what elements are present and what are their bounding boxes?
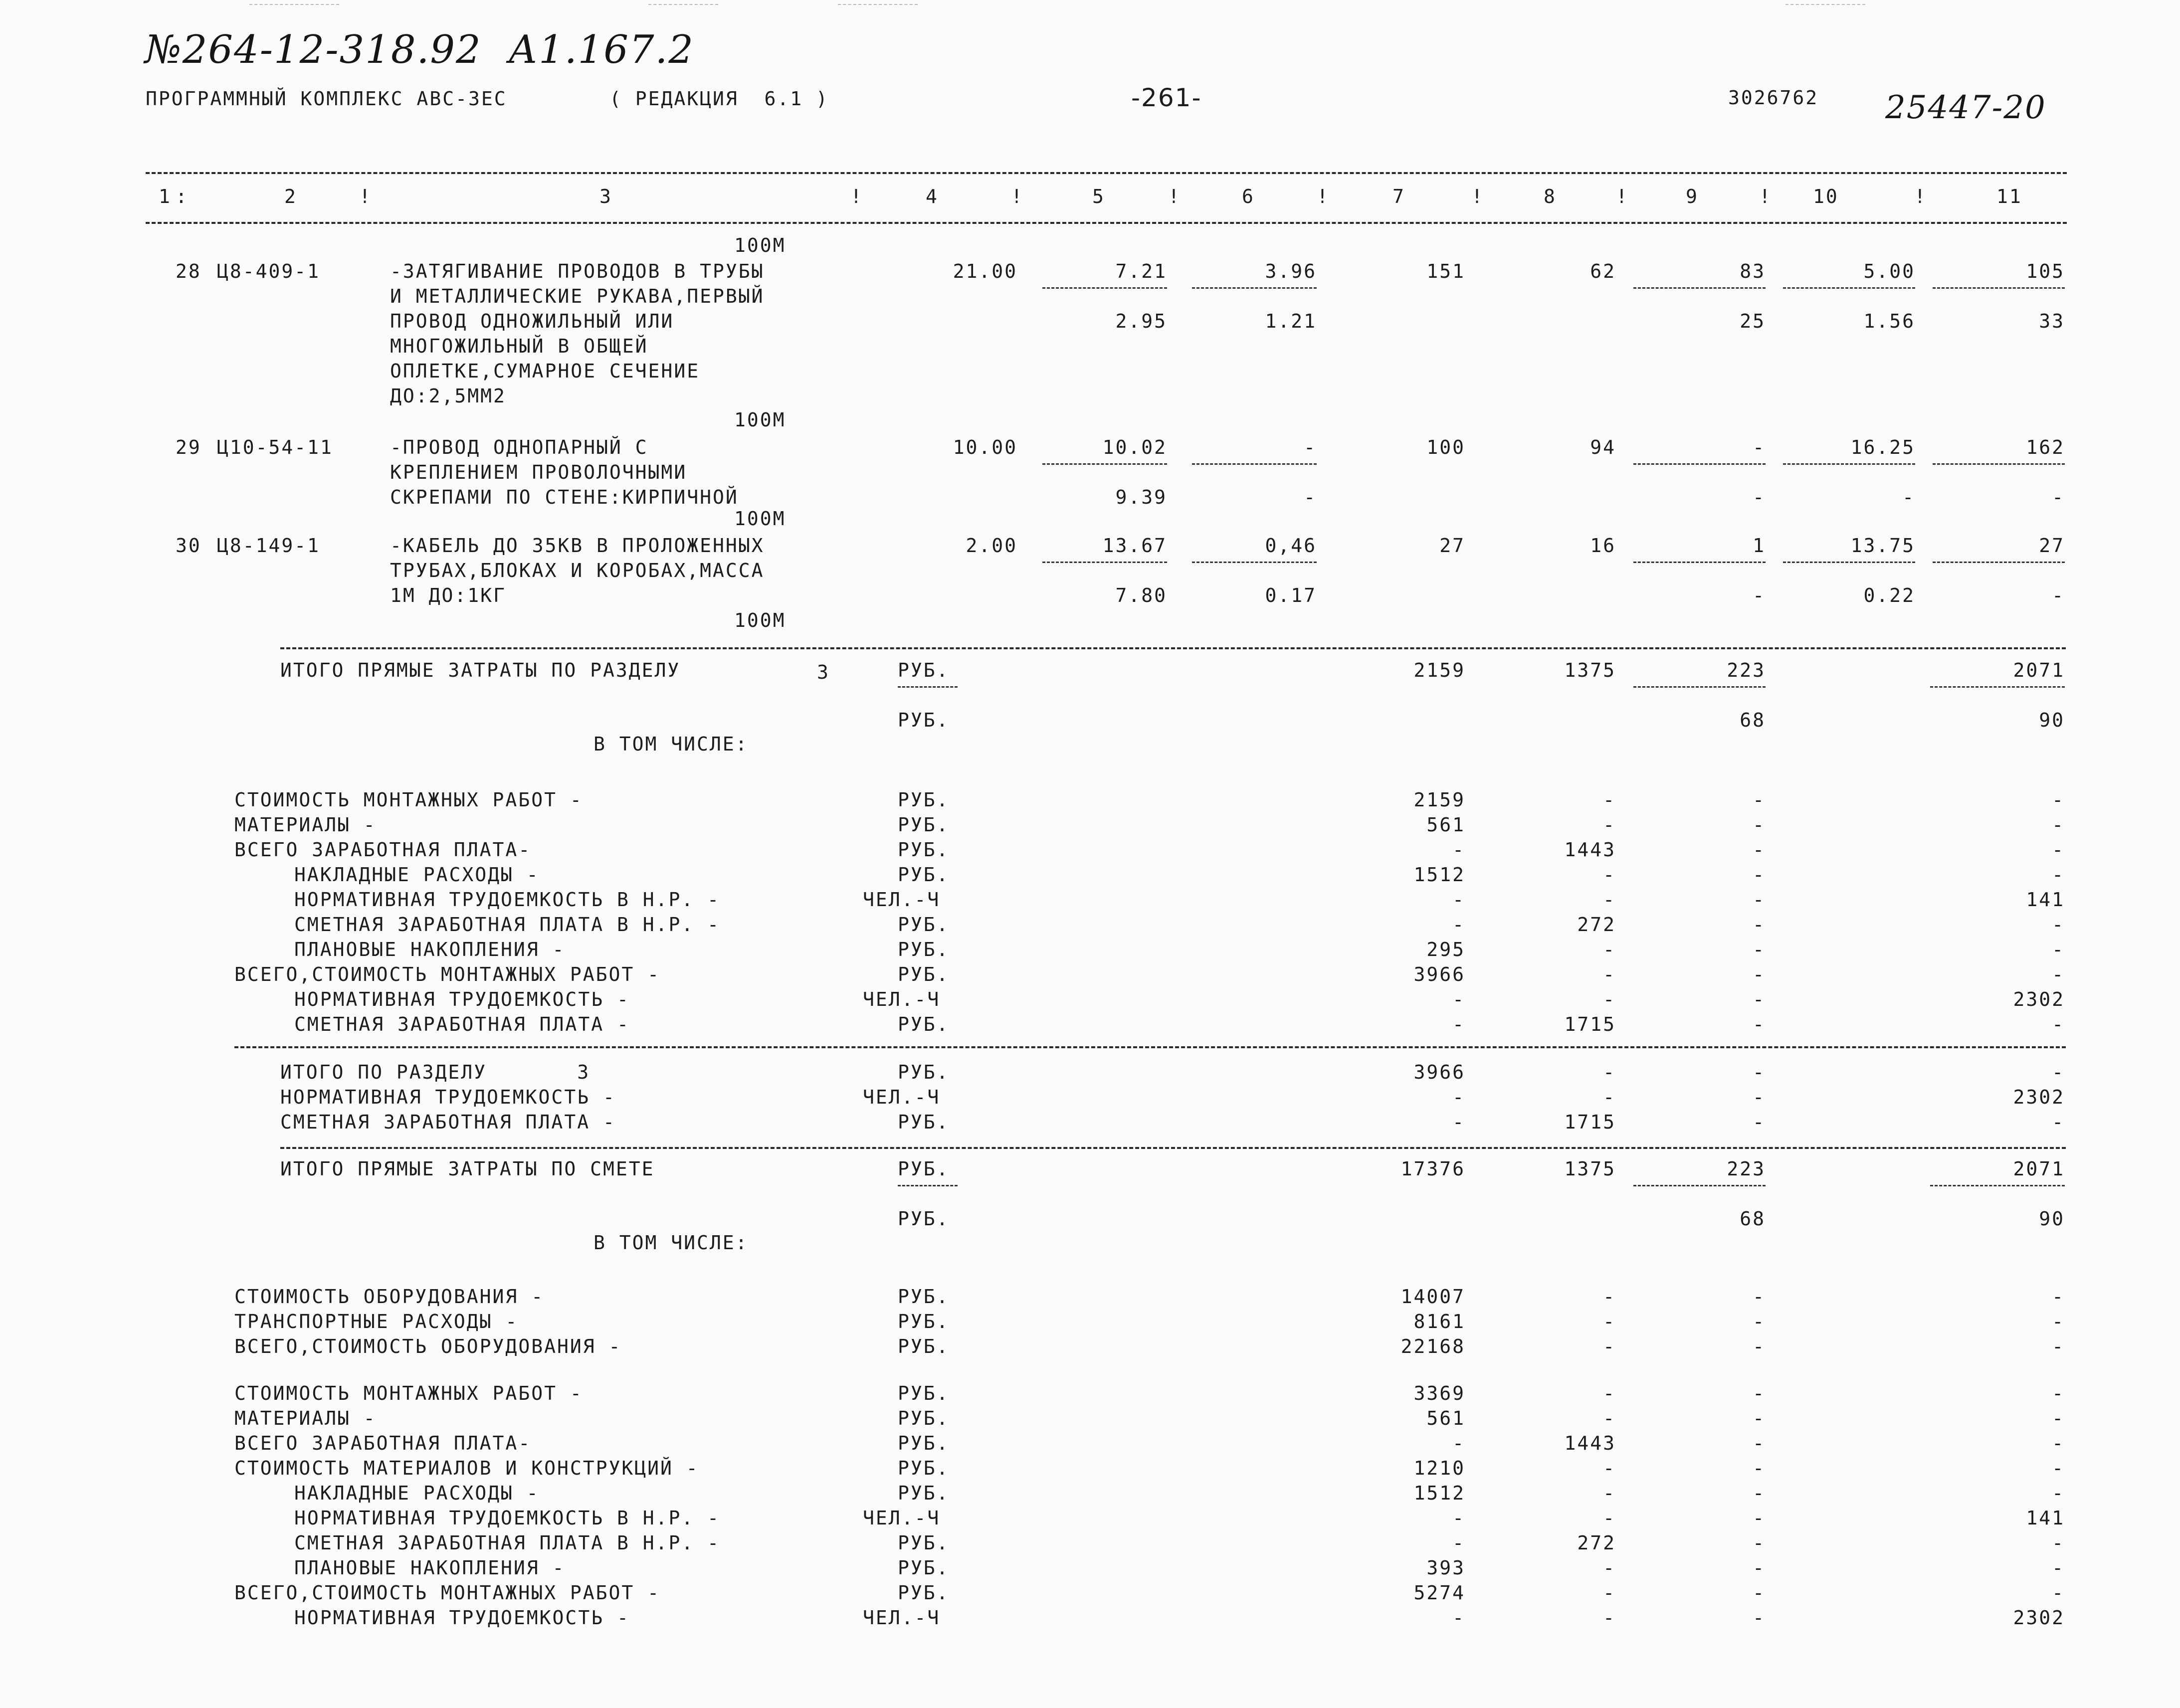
item-c7: 393 xyxy=(1426,1557,1465,1579)
item-c11: - xyxy=(2052,789,2065,811)
item-c11: 141 xyxy=(2026,1507,2065,1529)
item-label: ТРАНСПОРТНЫЕ РАСХОДЫ - xyxy=(234,1311,519,1332)
handwritten-reference: №264-12-318.92 А1.167.2 xyxy=(145,27,694,72)
item-c8: - xyxy=(1603,1335,1616,1357)
total-c11: 2071 xyxy=(2013,659,2065,681)
cell-c10b: 1.56 xyxy=(1863,310,1915,332)
item-unit: РУБ. xyxy=(898,1311,950,1332)
item-c7: 1210 xyxy=(1413,1457,1465,1479)
summary-c8: - xyxy=(1603,1086,1616,1108)
item-unit: РУБ. xyxy=(898,839,950,861)
cell-c6: - xyxy=(1304,436,1317,458)
cell-c9b: - xyxy=(1753,486,1766,508)
row-description-line: СКРЕПАМИ ПО СТЕНЕ:КИРПИЧНОЙ xyxy=(390,486,739,508)
item-unit: РУБ. xyxy=(898,963,950,985)
summary-label: СМЕТНАЯ ЗАРАБОТНАЯ ПЛАТА - xyxy=(280,1111,616,1133)
cell-c7: 151 xyxy=(1426,260,1465,282)
item-unit: ЧЕЛ.-Ч xyxy=(863,1607,941,1629)
cell-separator xyxy=(1930,1185,2065,1186)
column-header-15: ! xyxy=(1616,186,1629,207)
item-c8: 272 xyxy=(1577,1532,1616,1554)
summary-c11: - xyxy=(2052,1111,2065,1133)
item-c8: - xyxy=(1603,963,1616,985)
row-description-line: ДО:2,5ММ2 xyxy=(390,385,506,407)
total-c7: 2159 xyxy=(1413,659,1465,681)
item-label: МАТЕРИАЛЫ - xyxy=(234,814,377,836)
summary-c8: - xyxy=(1603,1061,1616,1083)
item-unit: РУБ. xyxy=(898,1582,950,1604)
cell-separator xyxy=(1930,686,2065,688)
item-c11: - xyxy=(2052,1457,2065,1479)
item-c11: - xyxy=(2052,1382,2065,1404)
item-c9: - xyxy=(1753,1482,1766,1504)
cell-separator xyxy=(1633,463,1766,465)
cell-c6b: - xyxy=(1304,486,1317,508)
column-header-3: ! xyxy=(359,186,372,207)
unit-currency: РУБ. xyxy=(898,659,950,681)
total-c11: 2071 xyxy=(2013,1158,2065,1180)
cell-c8: 94 xyxy=(1590,436,1616,458)
cell-c7: 100 xyxy=(1426,436,1465,458)
cell-c6b: 1.21 xyxy=(1265,310,1317,332)
handwritten-number: 25447-20 xyxy=(1885,89,2046,126)
cell-c4: 21.00 xyxy=(953,260,1017,282)
item-c7: 22168 xyxy=(1400,1335,1465,1357)
item-c11: - xyxy=(2052,864,2065,886)
total-c11b: 90 xyxy=(2039,1208,2065,1230)
row-description-line: ОПЛЕТКЕ,СУМАРНОЕ СЕЧЕНИЕ xyxy=(390,360,700,382)
summary-c9: - xyxy=(1753,1061,1766,1083)
cell-c5b: 9.39 xyxy=(1115,486,1167,508)
summary-c11: 2302 xyxy=(2013,1086,2065,1108)
summary-label: ИТОГО ПО РАЗДЕЛУ 3 xyxy=(280,1061,591,1083)
cell-c6: 3.96 xyxy=(1265,260,1317,282)
item-c8: - xyxy=(1603,1457,1616,1479)
item-c8: - xyxy=(1603,1286,1616,1308)
item-c9: - xyxy=(1753,1557,1766,1579)
program-name: ПРОГРАММНЫЙ КОМПЛЕКС АВС-ЗЕС xyxy=(146,88,507,110)
item-unit: ЧЕЛ.-Ч xyxy=(863,889,941,911)
item-c11: - xyxy=(2052,1311,2065,1332)
item-c9: - xyxy=(1753,939,1766,960)
item-c9: - xyxy=(1753,963,1766,985)
item-unit: РУБ. xyxy=(898,1532,950,1554)
cell-c11b: - xyxy=(2052,486,2065,508)
item-c11: - xyxy=(2052,914,2065,936)
cell-separator xyxy=(1633,287,1766,289)
item-c7: 14007 xyxy=(1400,1286,1465,1308)
column-header-19: ! xyxy=(1914,186,1927,207)
item-c11: - xyxy=(2052,939,2065,960)
item-label: СТОИМОСТЬ МОНТАЖНЫХ РАБОТ - xyxy=(234,1382,583,1404)
item-label: СТОИМОСТЬ МАТЕРИАЛОВ И КОНСТРУКЦИЙ - xyxy=(234,1457,699,1479)
cell-c6b: 0.17 xyxy=(1265,584,1317,606)
item-c11: - xyxy=(2052,839,2065,861)
summary-c7: - xyxy=(1452,1111,1465,1133)
section-rule xyxy=(234,1046,2066,1048)
item-c7: - xyxy=(1452,988,1465,1010)
summary-c9: - xyxy=(1753,1111,1766,1133)
item-c9: - xyxy=(1753,839,1766,861)
item-label: НАКЛАДНЫЕ РАСХОДЫ - xyxy=(294,864,540,886)
item-c8: - xyxy=(1603,1607,1616,1629)
cell-c4: 2.00 xyxy=(966,535,1017,557)
item-c8: 1443 xyxy=(1564,1432,1616,1454)
item-label: НОРМАТИВНАЯ ТРУДОЕМКОСТЬ - xyxy=(294,1607,630,1629)
item-c11: 2302 xyxy=(2013,1607,2065,1629)
item-c9: - xyxy=(1753,988,1766,1010)
total-c9b: 68 xyxy=(1740,1208,1766,1230)
column-header-rule xyxy=(146,222,2067,224)
section-number: 3 xyxy=(817,661,830,683)
total-c9: 223 xyxy=(1727,659,1766,681)
item-label: НАКЛАДНЫЕ РАСХОДЫ - xyxy=(294,1482,540,1504)
cell-c8: 62 xyxy=(1590,260,1616,282)
column-header-14: 8 xyxy=(1544,186,1557,207)
item-c7: 2159 xyxy=(1413,789,1465,811)
item-c11: - xyxy=(2052,1286,2065,1308)
unit-label: 100М xyxy=(734,609,786,631)
cell-separator xyxy=(1933,562,2065,563)
item-c7: - xyxy=(1452,1013,1465,1035)
cell-c9b: 25 xyxy=(1740,310,1766,332)
total-c8: 1375 xyxy=(1564,659,1616,681)
section-rule xyxy=(280,1147,2066,1149)
item-c8: - xyxy=(1603,789,1616,811)
column-header-7: ! xyxy=(1011,186,1024,207)
item-c11: - xyxy=(2052,1407,2065,1429)
item-c7: - xyxy=(1452,914,1465,936)
item-unit: РУБ. xyxy=(898,864,950,886)
cell-c10: 16.25 xyxy=(1850,436,1915,458)
item-label: СМЕТНАЯ ЗАРАБОТНАЯ ПЛАТА В Н.Р. - xyxy=(294,1532,720,1554)
total-c8: 1375 xyxy=(1564,1158,1616,1180)
summary-unit: РУБ. xyxy=(898,1061,950,1083)
cell-separator xyxy=(1192,562,1317,563)
cell-c11: 162 xyxy=(2026,436,2065,458)
item-unit: РУБ. xyxy=(898,814,950,836)
total-label: ИТОГО ПРЯМЫЕ ЗАТРАТЫ ПО СМЕТЕ xyxy=(280,1158,655,1180)
item-label: СМЕТНАЯ ЗАРАБОТНАЯ ПЛАТА - xyxy=(294,1013,630,1035)
item-c11: - xyxy=(2052,1557,2065,1579)
cell-c9: - xyxy=(1753,436,1766,458)
cell-c9: 1 xyxy=(1753,535,1766,557)
item-c8: - xyxy=(1603,988,1616,1010)
item-c7: 5274 xyxy=(1413,1582,1465,1604)
item-label: НОРМАТИВНАЯ ТРУДОЕМКОСТЬ В Н.Р. - xyxy=(294,889,720,911)
item-unit: ЧЕЛ.-Ч xyxy=(863,1507,941,1529)
unit-label: 100М xyxy=(734,234,786,256)
column-header-16: 9 xyxy=(1686,186,1699,207)
cell-c4: 10.00 xyxy=(953,436,1017,458)
row-description-line: -ПРОВОД ОДНОПАРНЫЙ С xyxy=(390,436,648,458)
including-heading: В ТОМ ЧИСЛЕ: xyxy=(594,733,749,755)
column-header-4: 3 xyxy=(599,186,612,207)
item-c9: - xyxy=(1753,1013,1766,1035)
total-c7: 17376 xyxy=(1400,1158,1465,1180)
cell-c8: 16 xyxy=(1590,535,1616,557)
cell-c5b: 2.95 xyxy=(1115,310,1167,332)
unit-currency: РУБ. xyxy=(898,709,950,731)
including-heading: В ТОМ ЧИСЛЕ: xyxy=(594,1232,749,1254)
row-number: 30 xyxy=(176,535,201,557)
total-label: ИТОГО ПРЯМЫЕ ЗАТРАТЫ ПО РАЗДЕЛУ xyxy=(280,659,681,681)
total-c11b: 90 xyxy=(2039,709,2065,731)
cell-separator xyxy=(1783,287,1915,289)
summary-c11: - xyxy=(2052,1061,2065,1083)
item-c7: 561 xyxy=(1426,814,1465,836)
item-c7: - xyxy=(1452,1607,1465,1629)
item-c11: - xyxy=(2052,1013,2065,1035)
cell-separator xyxy=(1633,686,1766,688)
page-number: -261- xyxy=(1131,83,1202,112)
item-label: НОРМАТИВНАЯ ТРУДОЕМКОСТЬ В Н.Р. - xyxy=(294,1507,720,1529)
row-description-line: МНОГОЖИЛЬНЫЙ В ОБЩЕЙ xyxy=(390,335,648,357)
row-description-line: 1М ДО:1КГ xyxy=(390,584,506,606)
item-c9: - xyxy=(1753,1335,1766,1357)
row-description-line: -КАБЕЛЬ ДО 35КВ В ПРОЛОЖЕННЫХ xyxy=(390,535,765,557)
item-label: СМЕТНАЯ ЗАРАБОТНАЯ ПЛАТА В Н.Р. - xyxy=(294,914,720,936)
row-description-line: И МЕТАЛЛИЧЕСКИЕ РУКАВА,ПЕРВЫЙ xyxy=(390,285,765,307)
item-c7: 3369 xyxy=(1413,1382,1465,1404)
column-header-10: 6 xyxy=(1242,186,1255,207)
cell-separator xyxy=(1042,562,1167,563)
summary-c8: 1715 xyxy=(1564,1111,1616,1133)
item-c7: 561 xyxy=(1426,1407,1465,1429)
column-header-5: ! xyxy=(850,186,863,207)
column-header-17: ! xyxy=(1759,186,1772,207)
item-c11: - xyxy=(2052,1582,2065,1604)
item-c8: - xyxy=(1603,1482,1616,1504)
column-header-9: ! xyxy=(1168,186,1181,207)
item-c9: - xyxy=(1753,1532,1766,1554)
item-label: НОРМАТИВНАЯ ТРУДОЕМКОСТЬ - xyxy=(294,988,630,1010)
summary-c7: - xyxy=(1452,1086,1465,1108)
summary-unit: РУБ. xyxy=(898,1111,950,1133)
item-c9: - xyxy=(1753,789,1766,811)
unit-currency: РУБ. xyxy=(898,1158,950,1180)
item-c8: - xyxy=(1603,1557,1616,1579)
cell-c10b: 0.22 xyxy=(1863,584,1915,606)
column-header-0: 1 xyxy=(159,186,172,207)
item-unit: РУБ. xyxy=(898,1457,950,1479)
row-number: 28 xyxy=(176,260,201,282)
unit-currency: РУБ. xyxy=(898,1208,950,1230)
column-header-18: 10 xyxy=(1813,186,1839,207)
total-c9b: 68 xyxy=(1740,709,1766,731)
cell-separator xyxy=(1633,1185,1766,1186)
item-c9: - xyxy=(1753,1382,1766,1404)
item-c8: - xyxy=(1603,889,1616,911)
table-top-rule xyxy=(146,172,2067,174)
item-c9: - xyxy=(1753,1607,1766,1629)
cell-separator xyxy=(1192,287,1317,289)
row-description-line: -ЗАТЯГИВАНИЕ ПРОВОДОВ В ТРУБЫ xyxy=(390,260,765,282)
item-c9: - xyxy=(1753,1582,1766,1604)
item-label: ПЛАНОВЫЕ НАКОПЛЕНИЯ - xyxy=(294,939,566,960)
cell-c11: 27 xyxy=(2039,535,2065,557)
summary-label: НОРМАТИВНАЯ ТРУДОЕМКОСТЬ - xyxy=(280,1086,616,1108)
item-c11: 141 xyxy=(2026,889,2065,911)
column-header-12: 7 xyxy=(1392,186,1405,207)
item-c8: 1443 xyxy=(1564,839,1616,861)
item-c7: - xyxy=(1452,889,1465,911)
item-unit: РУБ. xyxy=(898,1407,950,1429)
item-unit: РУБ. xyxy=(898,1432,950,1454)
item-c8: - xyxy=(1603,864,1616,886)
item-c9: - xyxy=(1753,1507,1766,1529)
item-label: МАТЕРИАЛЫ - xyxy=(234,1407,377,1429)
unit-separator xyxy=(898,1185,958,1186)
item-c7: - xyxy=(1452,1432,1465,1454)
section-rule xyxy=(280,647,2066,649)
item-c11: - xyxy=(2052,1335,2065,1357)
item-c8: - xyxy=(1603,1582,1616,1604)
item-label: ВСЕГО,СТОИМОСТЬ ОБОРУДОВАНИЯ - xyxy=(234,1335,622,1357)
item-unit: РУБ. xyxy=(898,1557,950,1579)
row-number: 29 xyxy=(176,436,201,458)
item-c7: - xyxy=(1452,1507,1465,1529)
item-c8: - xyxy=(1603,939,1616,960)
item-c8: 1715 xyxy=(1564,1013,1616,1035)
cell-c9b: - xyxy=(1753,584,1766,606)
cell-c7: 27 xyxy=(1439,535,1465,557)
item-unit: РУБ. xyxy=(898,914,950,936)
cell-c11b: - xyxy=(2052,584,2065,606)
column-header-8: 5 xyxy=(1092,186,1105,207)
item-c9: - xyxy=(1753,864,1766,886)
item-unit: РУБ. xyxy=(898,1286,950,1308)
row-code: Ц8-149-1 xyxy=(217,535,321,557)
item-unit: РУБ. xyxy=(898,939,950,960)
item-c11: - xyxy=(2052,1482,2065,1504)
item-label: ВСЕГО,СТОИМОСТЬ МОНТАЖНЫХ РАБОТ - xyxy=(234,1582,660,1604)
item-unit: РУБ. xyxy=(898,1013,950,1035)
item-unit: РУБ. xyxy=(898,1382,950,1404)
cell-separator xyxy=(1042,463,1167,465)
item-c8: 272 xyxy=(1577,914,1616,936)
item-c11: - xyxy=(2052,814,2065,836)
item-c7: 1512 xyxy=(1413,864,1465,886)
item-c9: - xyxy=(1753,1457,1766,1479)
row-description-line: ПРОВОД ОДНОЖИЛЬНЫЙ ИЛИ xyxy=(390,310,674,332)
cell-separator xyxy=(1042,287,1167,289)
item-label: ПЛАНОВЫЕ НАКОПЛЕНИЯ - xyxy=(294,1557,566,1579)
summary-unit: ЧЕЛ.-Ч xyxy=(863,1086,941,1108)
column-header-11: ! xyxy=(1317,186,1330,207)
item-c8: - xyxy=(1603,1507,1616,1529)
item-c9: - xyxy=(1753,1286,1766,1308)
item-c11: - xyxy=(2052,1432,2065,1454)
cell-separator xyxy=(1192,463,1317,465)
item-c9: - xyxy=(1753,1311,1766,1332)
item-label: ВСЕГО ЗАРАБОТНАЯ ПЛАТА- xyxy=(234,1432,532,1454)
item-label: ВСЕГО,СТОИМОСТЬ МОНТАЖНЫХ РАБОТ - xyxy=(234,963,660,985)
summary-c7: 3966 xyxy=(1413,1061,1465,1083)
item-c8: - xyxy=(1603,1407,1616,1429)
item-c7: 8161 xyxy=(1413,1311,1465,1332)
item-c9: - xyxy=(1753,1407,1766,1429)
cell-separator xyxy=(1633,562,1766,563)
cell-separator xyxy=(1933,463,2065,465)
item-c11: - xyxy=(2052,963,2065,985)
item-unit: РУБ. xyxy=(898,789,950,811)
item-c7: 295 xyxy=(1426,939,1465,960)
item-unit: РУБ. xyxy=(898,1335,950,1357)
cell-c5b: 7.80 xyxy=(1115,584,1167,606)
cell-c10: 13.75 xyxy=(1850,535,1915,557)
item-c9: - xyxy=(1753,814,1766,836)
column-header-2: 2 xyxy=(284,186,297,207)
column-header-1: : xyxy=(176,186,189,207)
cell-c9: 83 xyxy=(1740,260,1766,282)
row-description-line: ТРУБАХ,БЛОКАХ И КОРОБАХ,МАССА xyxy=(390,560,765,581)
item-c11: 2302 xyxy=(2013,988,2065,1010)
column-header-13: ! xyxy=(1471,186,1484,207)
item-c7: - xyxy=(1452,839,1465,861)
item-label: СТОИМОСТЬ МОНТАЖНЫХ РАБОТ - xyxy=(234,789,583,811)
cell-c11b: 33 xyxy=(2039,310,2065,332)
edition: ( РЕДАКЦИЯ 6.1 ) xyxy=(609,88,829,110)
cell-separator xyxy=(1933,287,2065,289)
item-c9: - xyxy=(1753,889,1766,911)
row-code: Ц8-409-1 xyxy=(217,260,321,282)
cell-c5: 13.67 xyxy=(1102,535,1167,557)
document-code: 3026762 xyxy=(1728,87,1819,109)
row-description-line: КРЕПЛЕНИЕМ ПРОВОЛОЧНЫМИ xyxy=(390,461,687,483)
item-c8: - xyxy=(1603,1311,1616,1332)
item-c8: - xyxy=(1603,1382,1616,1404)
cell-c5: 10.02 xyxy=(1102,436,1167,458)
item-unit: РУБ. xyxy=(898,1482,950,1504)
cell-c6: 0,46 xyxy=(1265,535,1317,557)
item-label: СТОИМОСТЬ ОБОРУДОВАНИЯ - xyxy=(234,1286,545,1308)
column-header-20: 11 xyxy=(1996,186,2022,207)
cell-separator xyxy=(1783,463,1915,465)
unit-label: 100М xyxy=(734,409,786,431)
summary-c9: - xyxy=(1753,1086,1766,1108)
item-c8: - xyxy=(1603,814,1616,836)
cell-c5: 7.21 xyxy=(1115,260,1167,282)
item-unit: ЧЕЛ.-Ч xyxy=(863,988,941,1010)
cell-separator xyxy=(1783,562,1915,563)
unit-separator xyxy=(898,686,958,688)
item-c7: 3966 xyxy=(1413,963,1465,985)
total-c9: 223 xyxy=(1727,1158,1766,1180)
item-c11: - xyxy=(2052,1532,2065,1554)
item-c7: - xyxy=(1452,1532,1465,1554)
item-c7: 1512 xyxy=(1413,1482,1465,1504)
item-label: ВСЕГО ЗАРАБОТНАЯ ПЛАТА- xyxy=(234,839,532,861)
row-code: Ц10-54-11 xyxy=(217,436,333,458)
unit-label: 100М xyxy=(734,508,786,530)
column-header-6: 4 xyxy=(926,186,939,207)
item-c9: - xyxy=(1753,914,1766,936)
cell-c10: 5.00 xyxy=(1863,260,1915,282)
cell-c10b: - xyxy=(1902,486,1915,508)
item-c9: - xyxy=(1753,1432,1766,1454)
cell-c11: 105 xyxy=(2026,260,2065,282)
